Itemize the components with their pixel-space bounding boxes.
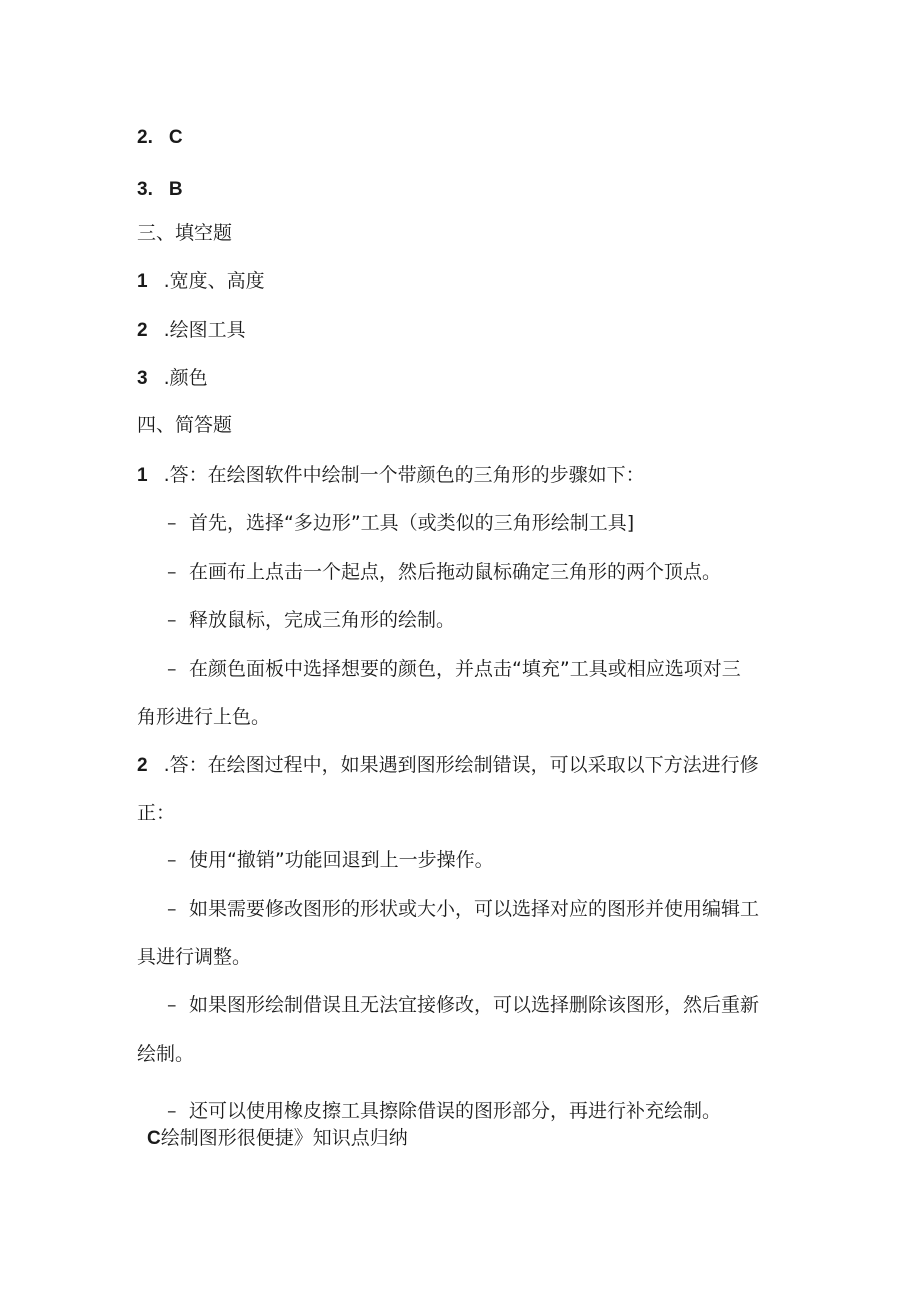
bullet-text: 释放鼠标，完成三角形的绘制。: [189, 609, 456, 631]
item-number: 3: [137, 368, 148, 389]
bullet-text: 在画布上点击一个起点，然后拖动鼠标确定三角形的两个顶点。: [189, 561, 722, 583]
dash-bullet: –: [167, 609, 177, 631]
answer-text: .答：在绘图过程中，如果遇到图形绘制错误，可以采取以下方法进行修: [163, 754, 759, 776]
bullet-text: 使用“撤销”功能回退到上一步操作。: [189, 849, 494, 871]
item-number: 2: [137, 755, 148, 776]
short-answer-1: [137, 463, 645, 488]
item-number: 2: [137, 320, 148, 341]
choice-answer-3: [137, 177, 183, 202]
section-heading-short: 四、简答题: [137, 414, 233, 436]
answer-text: .答：在绘图软件中绘制一个带颜色的三角形的步骤如下：: [163, 464, 645, 486]
item-number: 1: [137, 271, 148, 292]
q1-bullet-3: [167, 608, 455, 632]
footer-text: 绘制图形很便捷》知识点归纳: [160, 1127, 408, 1149]
bullet-text: 如果图形绘制借误且无法宜接修改，可以选择删除该图形，然后重新: [189, 994, 760, 1016]
q2-bullet-4: [167, 1099, 721, 1123]
q1-bullet-4: [167, 657, 741, 681]
q1-bullet-2: [167, 560, 721, 584]
q1-bullet-1: [167, 511, 634, 535]
footer-prefix: C: [147, 1128, 161, 1149]
q2-bullet-1: [167, 848, 494, 872]
bullet-text: 首先，选择“多边形”工具（或类似的三角形绘制工具]: [189, 512, 635, 534]
bullet-text: 还可以使用橡皮擦工具擦除借误的图形部分，再进行补充绘制。: [189, 1100, 722, 1122]
bullet-text: 如果需要修改图形的形状或大小，可以选择对应的图形并使用编辑工: [189, 898, 760, 920]
fill-item-1: [137, 269, 265, 294]
item-text: .颜色: [163, 367, 208, 389]
choice-letter: B: [168, 179, 183, 200]
dash-bullet: –: [167, 994, 177, 1016]
item-number: 1: [137, 465, 148, 486]
dash-bullet: –: [167, 512, 177, 534]
dash-bullet: –: [167, 658, 177, 680]
short-answer-2-continued: 正：: [137, 802, 176, 824]
item-text: .宽度、高度: [163, 270, 265, 292]
short-answer-2: [137, 753, 759, 778]
q2-bullet-2-continued: 具进行调整。: [137, 946, 252, 968]
choice-letter: C: [168, 127, 183, 148]
footer-title: [147, 1126, 408, 1151]
fill-item-3: [137, 366, 208, 391]
q1-bullet-4-continued: 角形进行上色。: [137, 706, 271, 728]
choice-answer-2: [137, 125, 183, 150]
dash-bullet: –: [167, 898, 177, 920]
bullet-text: 在颜色面板中选择想要的颜色，并点击“填充”工具或相应选项对三: [189, 658, 741, 680]
choice-number: 3.: [137, 179, 153, 200]
item-text: .绘图工具: [163, 319, 246, 341]
fill-item-2: [137, 318, 246, 343]
choice-number: 2.: [137, 127, 153, 148]
q2-bullet-2: [167, 897, 759, 921]
dash-bullet: –: [167, 561, 177, 583]
section-heading-fill: 三、填空题: [137, 222, 233, 244]
q2-bullet-3-continued: 绘制。: [137, 1043, 195, 1065]
dash-bullet: –: [167, 849, 177, 871]
q2-bullet-3: [167, 993, 759, 1017]
dash-bullet: –: [167, 1100, 177, 1122]
